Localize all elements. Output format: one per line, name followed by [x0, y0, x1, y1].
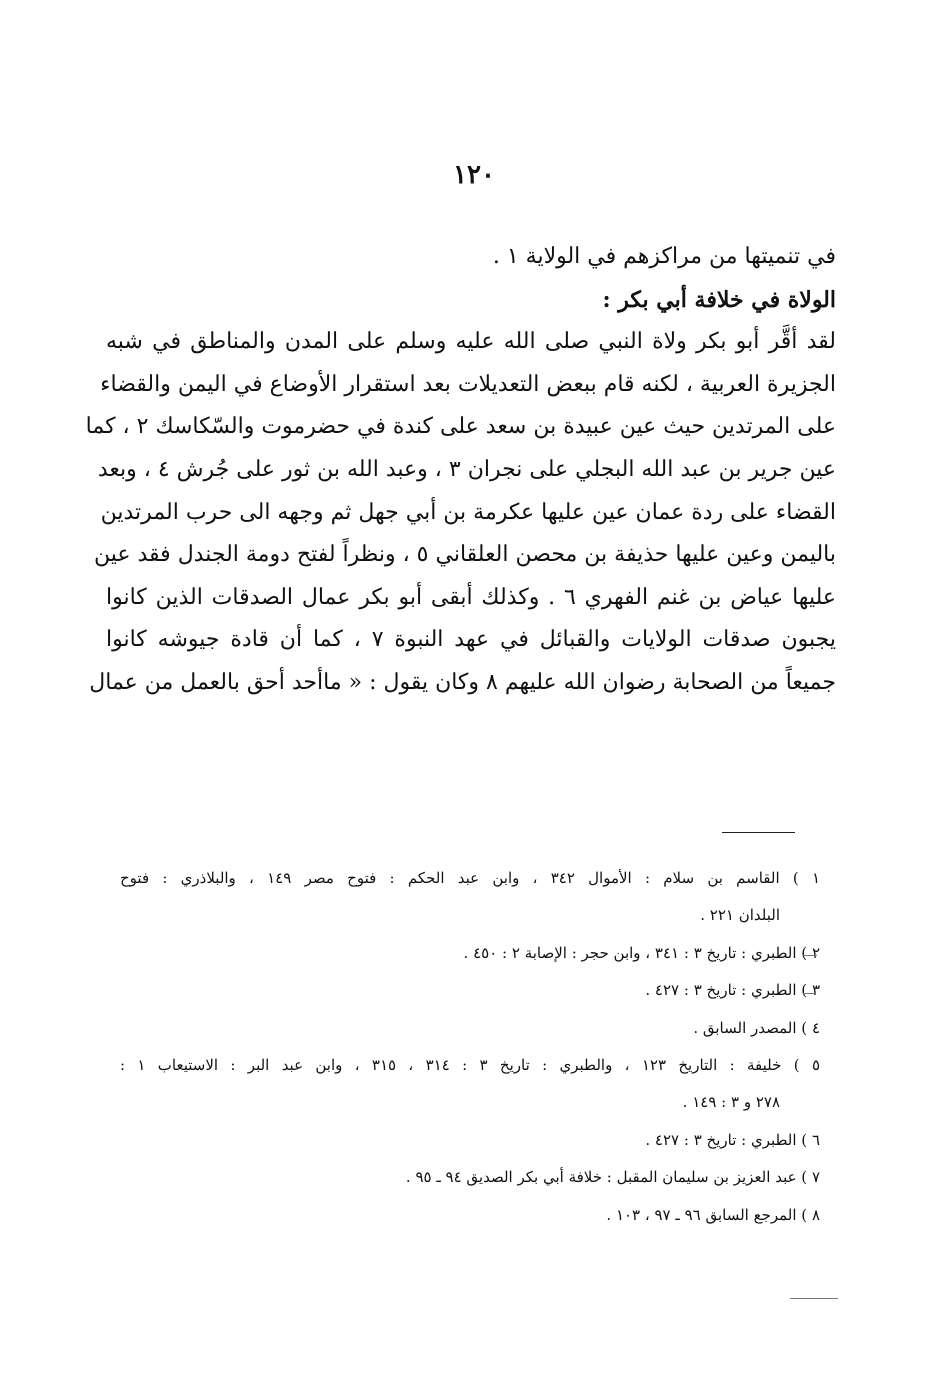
body-line: على المرتدين حيث عين عبيدة بن سعد على كندة في حضرموت والسّكاسك ٢ ، كما — [85, 414, 836, 440]
body-line: لقد أقَّر أبو بكر ولاة النبي صلى الله عليه وسلم على المدن والمناطق في شبه — [106, 329, 836, 355]
footnote-line: ٧ ) عبد العزيز بن سليمان المقبل : خلافة أبي بكر الصديق ٩٤ ـ ٩٥ . — [405, 1168, 820, 1187]
footnote-line: ٤ ) المصدر السابق . — [693, 1018, 820, 1037]
footnote-separator — [722, 832, 795, 833]
footnote-line: ٢٧٨ و ٣ : ١٤٩ . — [682, 1093, 780, 1112]
footnote-line: ٢ ) الطبري : تاريخ ٣ : ٣٤١ ، وابن حجر : الإصابة ٢ : ٤٥٠ . — [463, 943, 820, 962]
body-line: جميعاً من الصحابة رضوان الله عليهم ٨ وكان يقول : « ماأحد أحق بالعمل من عمال — [89, 669, 836, 695]
page-number: ١٢٠ — [453, 160, 495, 190]
body-line: عليها عياض بن غنم الفهري ٦ . وكذلك أبقى أبو بكر عمال الصدقات الذين كانوا — [106, 584, 836, 610]
footnote-line: ٦ ) الطبري : تاريخ ٣ : ٤٢٧ . — [645, 1130, 820, 1149]
body-line: الجزيرة العربية ، لكنه قام ببعض التعديلات بعد استقرار الأوضاع في اليمن والقضاء — [100, 371, 836, 397]
body-line: عين جرير بن عبد الله البجلي على نجران ٣ ، وعبد الله بن ثور على جُرش ٤ ، وبعد — [97, 456, 836, 482]
footnotes — [120, 860, 820, 1234]
section-heading: الولاة في خلافة أبي بكر : — [602, 286, 836, 313]
scan-mark — [790, 1298, 838, 1299]
body-line: في تنميتها من مراكزهم في الولاية ١ . — [492, 244, 836, 269]
scan-mark — [803, 955, 817, 956]
body-text — [85, 236, 836, 705]
footnote-line: ٣ ) الطبري : تاريخ ٣ : ٤٢٧ . — [645, 981, 820, 1000]
scan-mark — [803, 993, 815, 994]
footnote-line: ٥ ) خليفة : التاريخ ١٢٣ ، والطبري : تاريخ ٣ : ٣١٤ ، ٣١٥ ، وابن عبد البر : الاستيعاب ١ : — [120, 1055, 821, 1074]
body-line: باليمن وعين عليها حذيفة بن محصن العلقاني ٥ ، ونظراً لفتح دومة الجندل فقد عين — [94, 542, 836, 568]
footnote-line: ١ ) القاسم بن سلام : الأموال ٣٤٢ ، وابن عبد الحكم : فتوح مصر ١٤٩ ، والبلاذري : فتوح — [120, 869, 821, 887]
footnote-line: البلدان ٢٢١ . — [700, 906, 780, 925]
body-line: يجبون صدقات الولايات والقبائل في عهد النبوة ٧ ، كما أن قادة جيوشه كانوا — [106, 627, 836, 653]
footnote-line: ٨ ) المرجع السابق ٩٦ ـ ٩٧ ، ١٠٣ . — [606, 1205, 820, 1224]
body-line: القضاء على ردة عمان عين عليها عكرمة بن أبي جهل ثم وجهه الى حرب المرتدين — [100, 499, 836, 525]
